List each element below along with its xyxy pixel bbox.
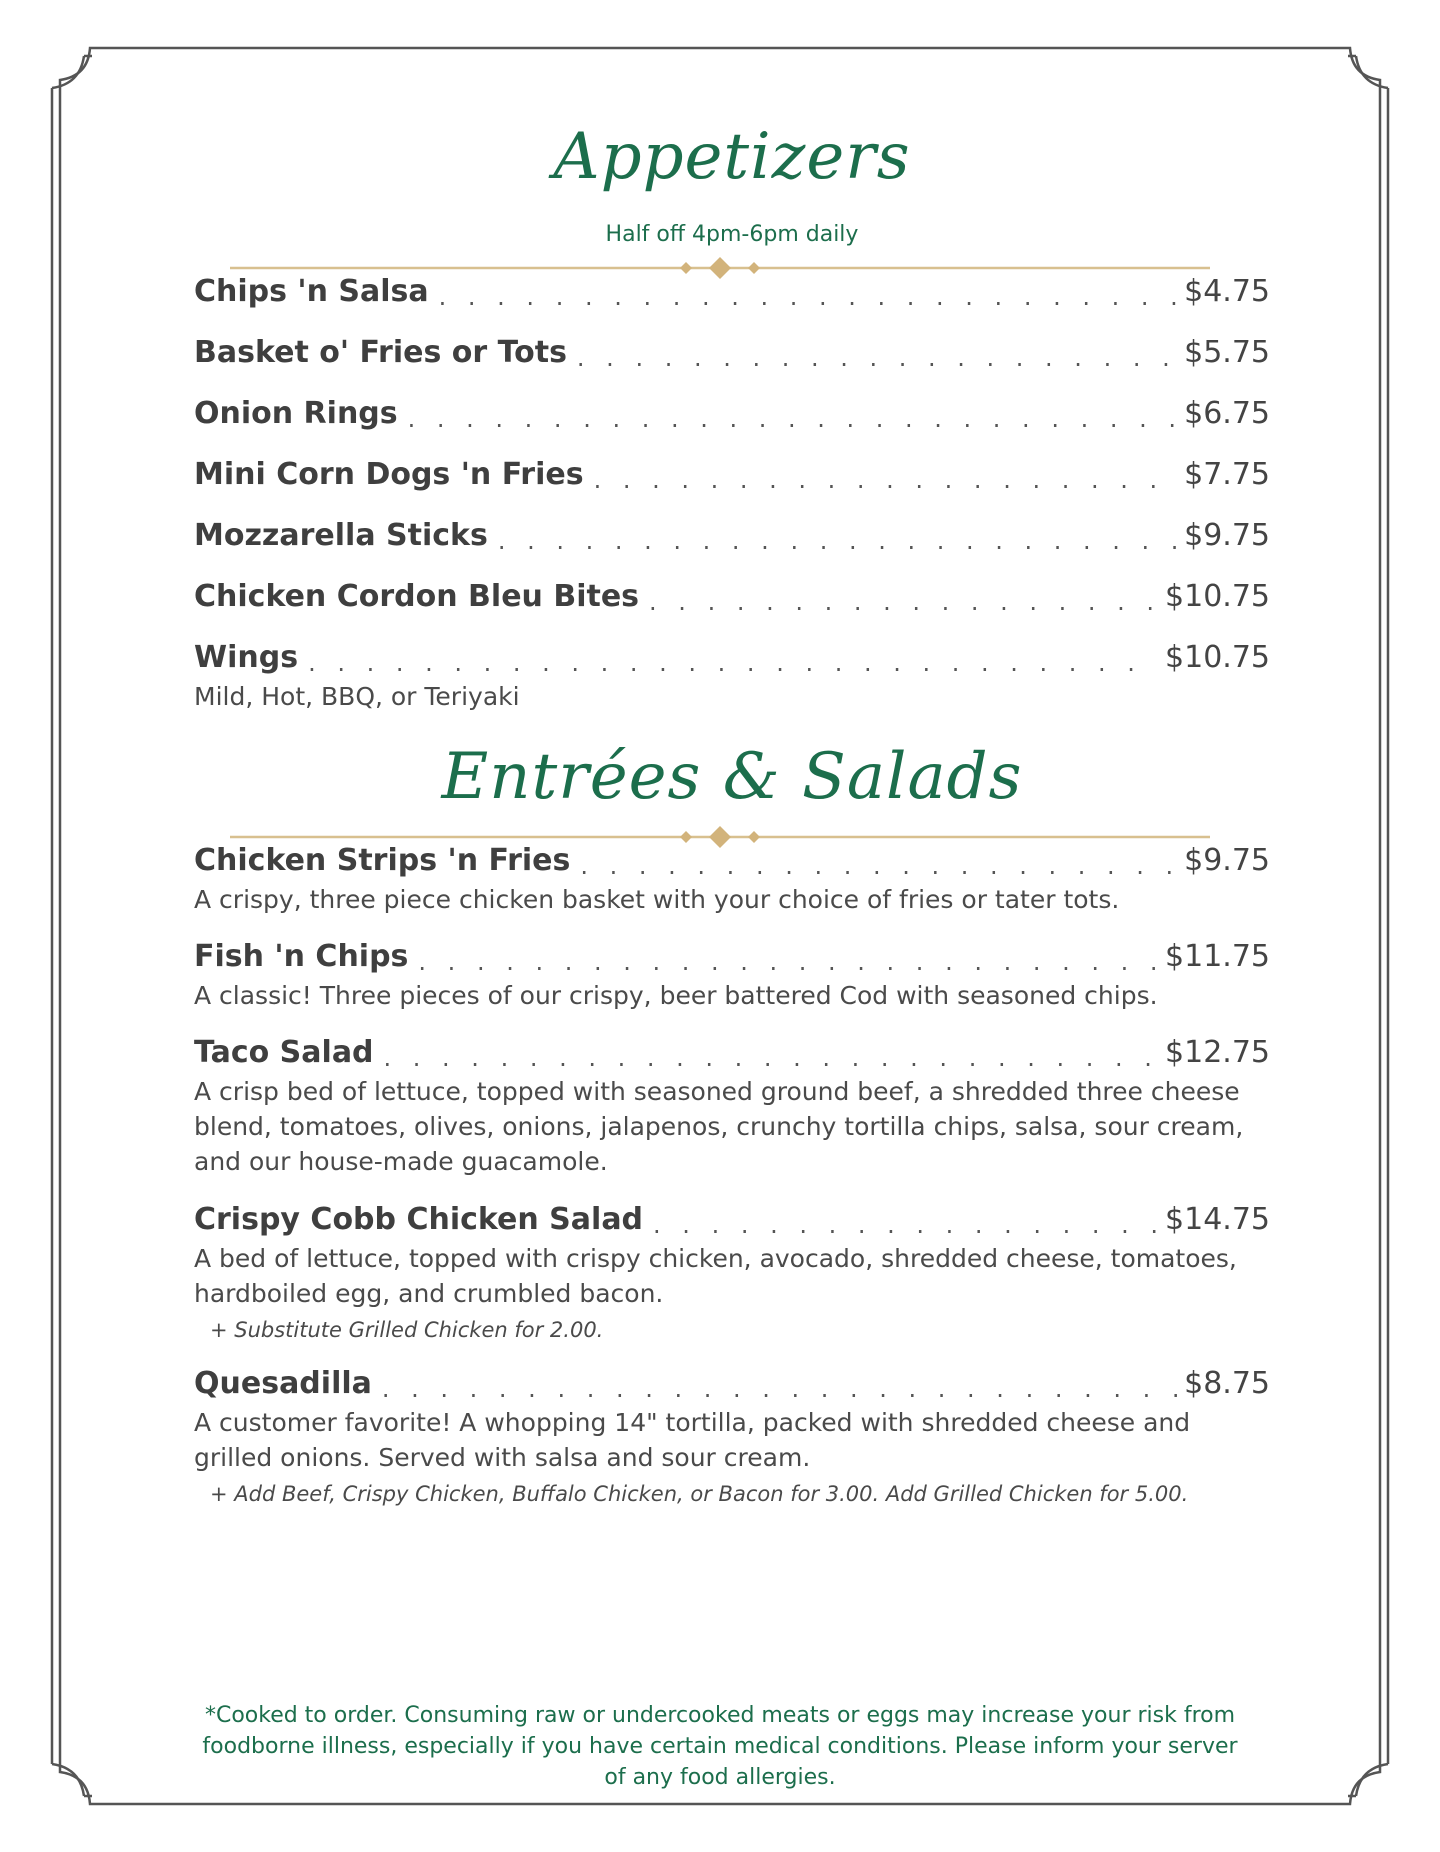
menu-item [194,333,1270,373]
menu-item [194,841,1270,917]
item-price: $8.75 [1184,1366,1270,1401]
item-name: Crispy Cobb Chicken Salad [194,1202,644,1237]
item-description: A customer favorite! A whopping 14" tortilla, packed with shredded cheese and grilled onions. Served with salsa and sour cream. [194,1408,1191,1472]
dot-leader [653,1210,1159,1240]
item-description: A crisp bed of lettuce, topped with seasoned ground beef, a shredded three cheese blend, tomatoes, olives, onions, jalapenos, crunchy tortilla chips, salsa, sour cream, and our house-made guacamole. [194,1077,1244,1176]
item-name: Mini Corn Dogs 'n Fries [194,457,584,492]
item-name: Basket o' Fries or Tots [194,335,567,370]
item-description: A classic! Three pieces of our crispy, beer battered Cod with seasoned chips. [194,981,1158,1010]
item-price: $10.75 [1165,640,1270,675]
item-price: $9.75 [1184,843,1270,878]
item-name: Chicken Cordon Bleu Bites [194,579,640,614]
item-price: $4.75 [1184,274,1270,309]
dot-leader [382,1374,1178,1404]
item-name: Chicken Strips 'n Fries [194,843,571,878]
dot-leader [580,851,1178,881]
item-price: $11.75 [1165,939,1270,974]
food-safety-disclaimer: *Cooked to order. Consuming raw or undercooked meats or eggs may increase your risk from foodborne illness, especially if you have certain medical conditions. Please inform your server of any food allergies. [202,1703,1238,1790]
dot-leader [384,1043,1159,1073]
item-addon-note: + Add Beef, Crispy Chicken, Buffalo Chicken, or Bacon for 3.00. Add Grilled Chicken for 5.00. [210,1482,1189,1506]
dot-leader [418,947,1159,977]
menu-item [194,455,1270,495]
menu-item [194,577,1270,617]
menu-item [194,394,1270,434]
item-name: Fish 'n Chips [194,939,409,974]
item-price: $10.75 [1165,579,1270,614]
menu-item [194,937,1270,1013]
item-price: $6.75 [1184,396,1270,431]
appetizers-heading: Appetizers [553,120,911,194]
menu-item [194,1200,1270,1345]
dot-leader [577,343,1178,373]
item-name: Taco Salad [194,1035,374,1070]
dot-leader [498,526,1178,556]
item-price: $5.75 [1184,335,1270,370]
item-price: $14.75 [1165,1202,1270,1237]
menu-item [194,272,1270,312]
item-name: Chips 'n Salsa [194,274,429,309]
entrees-heading: Entrées & Salads [441,740,1023,814]
menu-item [194,1364,1270,1509]
item-price: $7.75 [1184,457,1270,492]
item-price: $9.75 [1184,518,1270,553]
item-name: Wings [194,640,299,675]
dot-leader [439,282,1178,312]
dot-leader [649,587,1159,617]
menu-item [194,638,1270,714]
dot-leader [408,404,1178,434]
item-description: A bed of lettuce, topped with crispy chicken, avocado, shredded cheese, tomatoes, hardboiled egg, and crumbled bacon. [194,1244,1237,1308]
item-name: Quesadilla [194,1366,372,1401]
item-description: A crispy, three piece chicken basket with your choice of fries or tater tots. [194,885,1120,914]
item-name: Onion Rings [194,396,398,431]
item-price: $12.75 [1165,1035,1270,1070]
dot-leader [308,648,1159,678]
item-description: Mild, Hot, BBQ, or Teriyaki [194,682,520,711]
menu-item [194,516,1270,556]
dot-leader [594,465,1179,495]
menu-item [194,1033,1270,1179]
item-addon-note: + Substitute Grilled Chicken for 2.00. [210,1318,604,1342]
happy-hour-note: Half off 4pm-6pm daily [605,222,859,247]
item-name: Mozzarella Sticks [194,518,488,553]
